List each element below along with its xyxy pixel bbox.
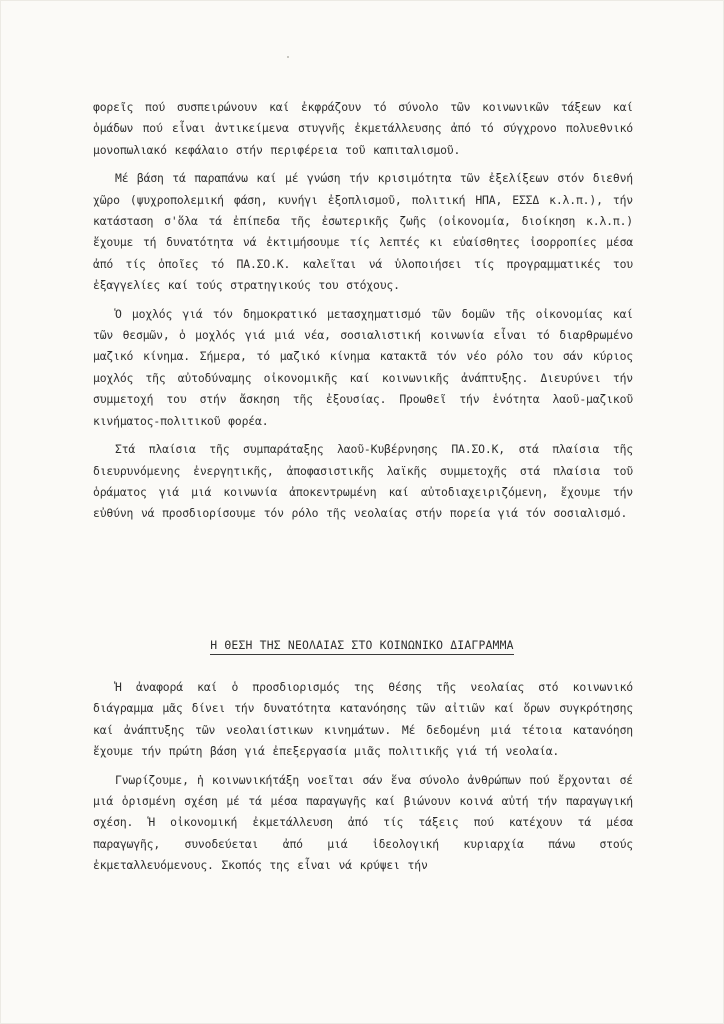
paper-speck (287, 56, 289, 58)
paragraph-mass-movement: Ὁ μοχλός γιά τόν δημοκρατικό μετασχηματισμό τῶν δομῶν τῆς οἰκονομίας καί τῶν θεσμῶν, ὁ μοχλός γιά μιά νέα, σοσιαλιστική κοινωνία εἶναι τό διαρθρωμένο μαζικό κίνημα. Σήμερα, τό μαζικό κίνημα κατακτᾶ τόν νέο ρόλο του σάν κύριος μοχλός τῆς αὐτοδύναμης οἰκονομικῆς καί κοινωνικῆς ἀνάπτυξης. Διευρύνει τήν συμμετοχή του στήν ἄσκηση τῆς ἐξουσίας. Προωθεῖ τήν ἑνότητα λαοῦ-μαζικοῦ κινήματος-πολιτικοῦ φορέα. (93, 306, 633, 428)
body-text-bottom (93, 677, 633, 884)
paragraph-continuation: φορεῖς πού συσπειρώνουν καί ἐκφράζουν τό σύνολο τῶν κοινωνικῶν τάξεων καί ὁμάδων πού εἶναι ἀντικείμενα στυγνῆς ἐκμετάλλευσης ἀπό τό σύγχρονο πολυεθνικό μονοπωλιακό κεφάλαιο στήν περιφέρεια τοῦ καπιταλισμοῦ. (93, 100, 633, 157)
paragraph-social-class: Γνωρίζουμε, ἡ κοινωνικήτάξη νοεῖται σάν ἕνα σύνολο ἀνθρώπων πού ἔρχονται σέ μιά ὁρισμένη σχέση μέ τά μέσα παραγωγῆς καί βιώνουν κοινά αὐτή τήν παραγωγική σχέση. Ἡ οἰκονομική ἐκμετάλλευση ἀπό τίς τάξεις πού κατέχουν τά μέσα παραγωγῆς, συνοδεύεται ἀπό μιά ἰδεολογική κυριαρχία πάνω στούς ἐκμεταλλευόμενους. Σκοπός της εἶναι νά κρύψει τήν (93, 772, 633, 873)
paragraph-youth-position: Ἡ ἀναφορά καί ὁ προσδιορισμός της θέσης τῆς νεολαίας στό κοινωνικό διάγραμμα μᾶς δίνει τήν δυνατότητα κατανόησης τῶν αἰτιῶν καί ὅρων συγκρότησης καί ἀνάπτυξης τῶν νεολαιίστικων κινημάτων. Μέ δεδομένη μιά τέτοια κατανόηση ἔχουμε τήν πρώτη βάση γιά ἐπεξεργασία μιᾶς πολιτικῆς γιά τή νεολαία. (93, 680, 633, 759)
section-heading-wrap (0, 636, 724, 655)
body-text-top (93, 97, 633, 532)
paragraph-youth-role: Στά πλαίσια τῆς συμπαράταξης λαοῦ-Κυβέρνησης ΠΑ.ΣΟ.Κ, στά πλαίσια τῆς διευρυνόμενης ἐνεργητικῆς, ἀποφασιστικῆς λαϊκῆς συμμετοχῆς στά πλαίσια τοῦ ὁράματος γιά μιά κοινωνία ἀποκεντρωμένη καί αὐτοδιαχειριζόμενη, ἔχουμε τήν εὐθύνη νά προσδιορίσουμε τόν ρόλο τῆς νεολαίας στήν πορεία γιά τόν σοσιαλισμό. (93, 442, 633, 521)
paragraph-international-context: Μέ βάση τά παραπάνω καί μέ γνώση τήν κρισιμότητα τῶν ἐξελίξεων στόν διεθνή χῶρο (ψυχροπολεμική φάση, κυνήγι ἐξοπλισμοῦ, πολιτική ΗΠΑ, ΕΣΣΔ κ.λ.π.), τήν κατάσταση σ'ὅλα τά ἐπίπεδα τῆς ἐσωτερικῆς ζωῆς (οἰκονομία, διοίκηση κ.λ.π.) ἔχουμε τή δυνατότητα νά ἐκτιμήσουμε τίς λεπτές κι εὐαίσθητες ἰσορροπίες μέσα ἀπό τίς ὁποῖες τό ΠΑ.ΣΟ.Κ. καλεῖται νά ὑλοποιήσει τίς προγραμματικές του ἐξαγγελίες καί τούς στρατηγικούς του στόχους. (93, 171, 633, 293)
section-heading: Η ΘΕΣΗ ΤΗΣ ΝΕΟΛΑΙΑΣ ΣΤΟ ΚΟΙΝΩΝΙΚΟ ΔΙΑΓΡΑΜΜΑ (210, 638, 513, 655)
